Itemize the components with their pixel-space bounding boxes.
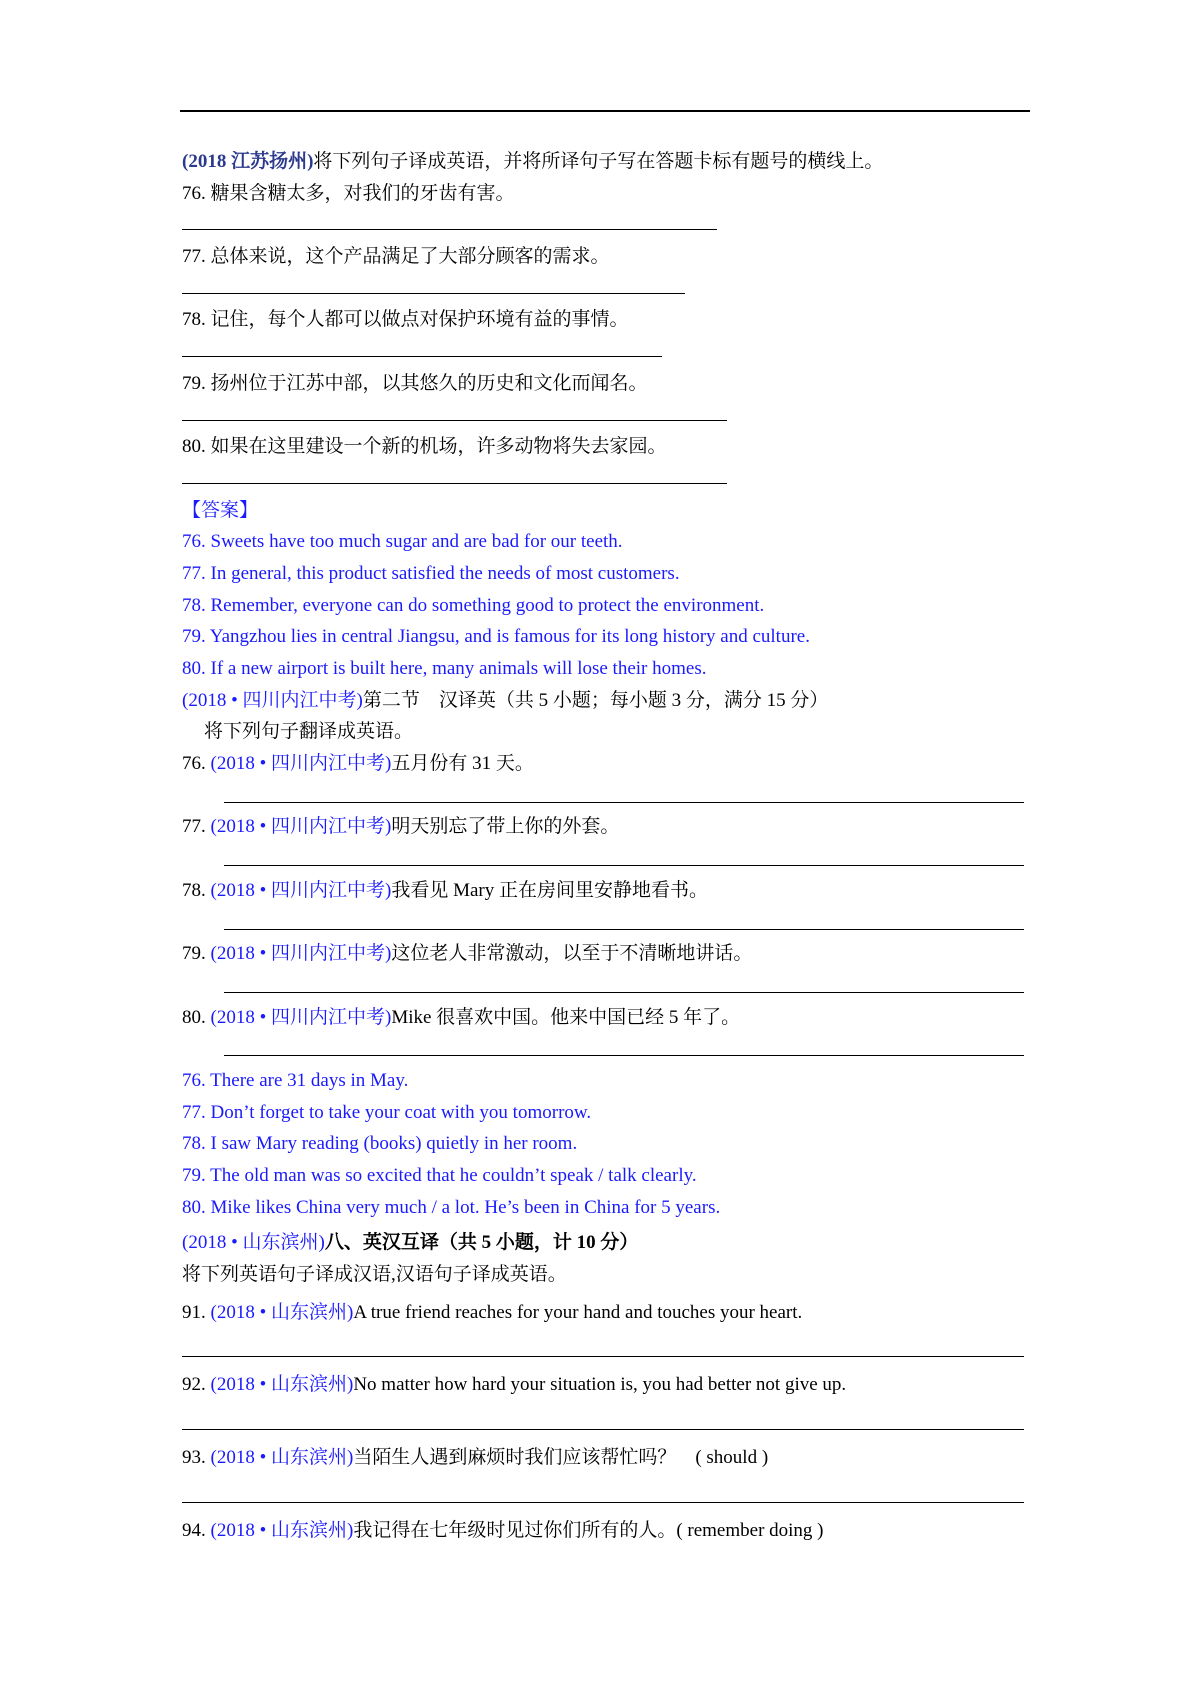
- s2-question: [182, 1002, 1032, 1034]
- s3-question: [182, 1515, 1032, 1547]
- s2-answer: 77. Don’t forget to take your coat with you tomorrow.: [182, 1101, 592, 1123]
- section3-title: [182, 1227, 1032, 1259]
- section1-title: [182, 146, 1032, 178]
- question-source: (2018 • 山东滨州): [210, 1374, 354, 1396]
- s2-answer: 78. I saw Mary reading (books) quietly in her room.: [182, 1133, 578, 1155]
- question-number: 78.: [182, 879, 211, 901]
- question-number: 93.: [182, 1447, 211, 1469]
- question-source: (2018 • 山东滨州): [210, 1447, 354, 1469]
- section1-instruction: 将下列句子译成英语，并将所译句子写在答题卡标有题号的横线上。: [313, 151, 884, 172]
- answer-blank: [182, 400, 1032, 432]
- s1-question: 76. 糖果含糖太多，对我们的牙齿有害。: [182, 182, 515, 204]
- s1-answer: 78. Remember, everyone can do something good to protect the environment.: [182, 594, 765, 616]
- section3-source: (2018 • 山东滨州): [182, 1232, 325, 1254]
- answer-blank: [182, 273, 1032, 305]
- question-text: Mike 很喜欢中国。他来中国已经 5 年了。: [391, 1006, 741, 1028]
- question-text: 这位老人非常激动，以至于不清晰地讲话。: [391, 943, 753, 965]
- answer-heading: 【答案】: [182, 499, 259, 521]
- question-number: 94.: [182, 1519, 211, 1541]
- question-source: (2018 • 山东滨州): [210, 1519, 354, 1541]
- s1-answer: 79. Yangzhou lies in central Jiangsu, and is famous for its long history and culture.: [182, 626, 810, 648]
- section2-source: (2018 • 四川内江中考): [182, 689, 363, 711]
- answer-blank: [182, 1328, 1032, 1369]
- question-number: 92.: [182, 1374, 211, 1396]
- section1-source: (2018 江苏扬州): [182, 151, 314, 172]
- question-text: No matter how hard your situation is, you had better not give up.: [353, 1374, 847, 1396]
- question-source: (2018 • 山东滨州): [210, 1301, 354, 1323]
- s3-question: [182, 1297, 1032, 1329]
- answer-blank: [182, 1401, 1032, 1442]
- question-source: (2018 • 四川内江中考): [210, 879, 392, 901]
- s2-question: [182, 811, 1032, 843]
- s2-question: [182, 875, 1032, 907]
- s3-question: [182, 1369, 1032, 1401]
- s2-answer: 79. The old man was so excited that he couldn’t speak / talk clearly.: [182, 1165, 697, 1186]
- question-number: 77.: [182, 816, 211, 838]
- s1-question: 80. 如果在这里建设一个新的机场，许多动物将失去家园。: [182, 436, 667, 458]
- section3-instruction: 将下列英语句子译成汉语,汉语句子译成英语。: [182, 1264, 567, 1286]
- question-text: A true friend reaches for your hand and touches your heart.: [353, 1301, 803, 1323]
- s2-question: [182, 748, 1032, 780]
- s2-answer: 76. There are 31 days in May.: [182, 1069, 409, 1091]
- s1-question: 78. 记住，每个人都可以做点对保护环境有益的事情。: [182, 309, 629, 331]
- section2-heading: 第二节 汉译英（共 5 小题；每小题 3 分，满分 15 分）: [362, 689, 829, 711]
- question-number: 91.: [182, 1301, 211, 1323]
- question-text: 当陌生人遇到麻烦时我们应该帮忙吗？ ( should ): [353, 1447, 769, 1469]
- s1-answer: 76. Sweets have too much sugar and are bad for our teeth.: [182, 531, 623, 553]
- answer-blank: [182, 907, 1032, 939]
- answer-blank: [182, 1033, 1032, 1065]
- question-source: (2018 • 四川内江中考): [210, 1006, 392, 1028]
- answer-blank: [182, 463, 1032, 495]
- question-number: 79.: [182, 943, 211, 965]
- s3-question: [182, 1442, 1032, 1474]
- answer-blank: [182, 780, 1032, 812]
- answer-blank: [182, 970, 1032, 1002]
- s2-question: [182, 938, 1032, 970]
- s1-question: 77. 总体来说，这个产品满足了大部分顾客的需求。: [182, 246, 610, 268]
- question-source: (2018 • 四川内江中考): [210, 943, 392, 965]
- question-source: (2018 • 四川内江中考): [210, 816, 392, 838]
- document-body: [182, 146, 1032, 1547]
- question-number: 76.: [182, 753, 211, 775]
- s2-answer: 80. Mike likes China very much / a lot. He’s been in China for 5 years.: [182, 1196, 721, 1218]
- s1-answer: 80. If a new airport is built here, many animals will lose their homes.: [182, 658, 707, 679]
- answer-blank: [182, 1474, 1032, 1515]
- question-text: 我看见 Mary 正在房间里安静地看书。: [391, 879, 708, 901]
- question-text: 五月份有 31 天。: [391, 753, 534, 775]
- s1-question: 79. 扬州位于江苏中部，以其悠久的历史和文化而闻名。: [182, 372, 648, 394]
- question-text: 明天别忘了带上你的外套。: [391, 816, 620, 838]
- s1-answer: 77. In general, this product satisfied the needs of most customers.: [182, 562, 680, 584]
- answer-blank: [182, 209, 1032, 241]
- section2-title: [182, 685, 1032, 717]
- answer-blank: [182, 336, 1032, 368]
- answer-blank: [182, 843, 1032, 875]
- section3-heading: 八、英汉互译（共 5 小题，计 10 分）: [324, 1232, 639, 1254]
- question-number: 80.: [182, 1006, 211, 1028]
- header-rule: [180, 110, 1030, 112]
- question-source: (2018 • 四川内江中考): [210, 753, 392, 775]
- question-text: 我记得在七年级时见过你们所有的人。( remember doing ): [353, 1519, 824, 1541]
- section2-instruction: 将下列句子翻译成英语。: [204, 721, 414, 743]
